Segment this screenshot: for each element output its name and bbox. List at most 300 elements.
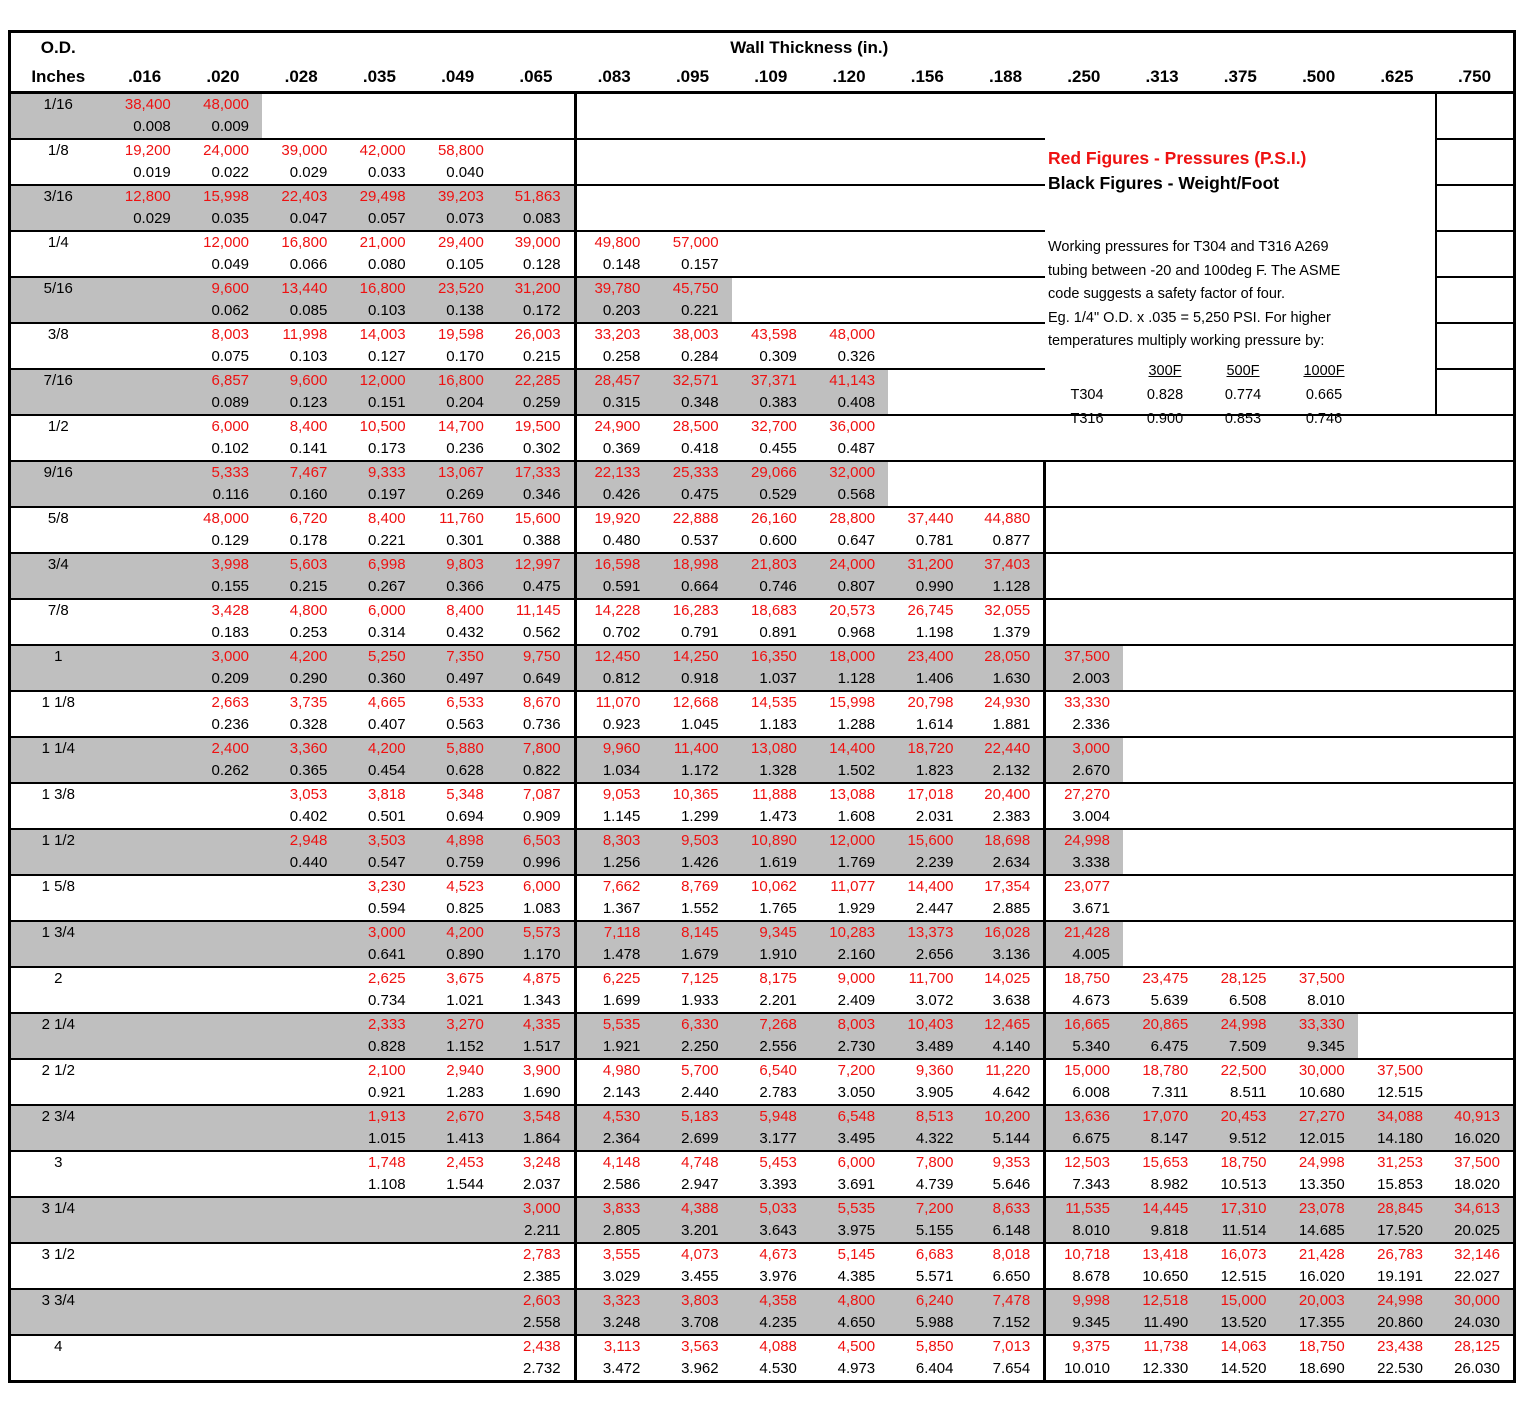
weight-cell bbox=[262, 990, 340, 1013]
weight-cell: 0.178 bbox=[289, 532, 328, 549]
weight-cell: 0.759 bbox=[419, 852, 497, 875]
weight-cell bbox=[1436, 392, 1514, 415]
weight-cell: 7.654 bbox=[992, 1360, 1031, 1377]
weight-cell: 0.183 bbox=[211, 624, 250, 641]
weight-cell bbox=[106, 760, 184, 783]
weight-cell bbox=[262, 1266, 340, 1289]
pressure-cell: 12,000 bbox=[810, 829, 888, 852]
pressure-cell bbox=[810, 93, 888, 117]
pressure-cell: 58,800 bbox=[419, 139, 497, 162]
pressure-cell: 37,440 bbox=[888, 507, 966, 530]
weight-cell: 2.670 bbox=[1045, 760, 1123, 783]
table-row-weights bbox=[10, 806, 1515, 829]
pressure-cell bbox=[653, 139, 731, 162]
weight-cell bbox=[184, 1220, 262, 1243]
weight-cell bbox=[340, 1266, 418, 1289]
weight-cell bbox=[888, 438, 966, 461]
pressure-cell: 3,833 bbox=[575, 1197, 653, 1220]
pressure-cell: 18,998 bbox=[653, 553, 731, 576]
weight-cell: 0.267 bbox=[340, 576, 418, 599]
weight-cell: 1.517 bbox=[497, 1036, 575, 1059]
pressure-cell: 17,333 bbox=[497, 461, 575, 484]
weight-cell: 1.328 bbox=[732, 760, 810, 783]
table-row-pressures bbox=[10, 691, 1515, 714]
factor-row bbox=[1048, 407, 1420, 431]
pressure-cell: 22,285 bbox=[497, 369, 575, 392]
weight-cell: 0.369 bbox=[575, 438, 653, 461]
pressure-cell bbox=[888, 461, 966, 484]
weight-cell: 1.145 bbox=[575, 806, 653, 829]
weight-cell: 2.385 bbox=[523, 1268, 561, 1285]
weight-cell bbox=[419, 1220, 497, 1243]
pressure-cell: 3,428 bbox=[184, 599, 262, 622]
weight-cell: 2.383 bbox=[992, 808, 1031, 825]
pressure-cell bbox=[262, 93, 340, 117]
factor-value: 0.828 bbox=[1146, 386, 1184, 403]
pressure-cell: 21,803 bbox=[732, 553, 810, 576]
pressure-cell bbox=[732, 93, 810, 117]
pressure-cell bbox=[340, 1335, 418, 1358]
pressure-cell bbox=[1279, 691, 1357, 714]
pressure-cell bbox=[1279, 875, 1357, 898]
weight-cell: 1.765 bbox=[759, 900, 797, 917]
weight-cell bbox=[184, 990, 262, 1013]
weight-cell: 0.049 bbox=[211, 256, 250, 273]
pressure-cell bbox=[1358, 967, 1436, 990]
pressure-cell: 37,500 bbox=[1279, 967, 1357, 990]
weight-cell: 0.221 bbox=[653, 300, 731, 323]
weight-cell: 0.408 bbox=[810, 392, 888, 415]
weight-cell bbox=[184, 1266, 262, 1289]
pressure-cell bbox=[966, 277, 1044, 300]
weight-cell bbox=[1358, 944, 1436, 967]
weight-cell bbox=[575, 162, 653, 185]
weight-cell bbox=[1123, 438, 1201, 461]
pressure-cell: 7,478 bbox=[966, 1289, 1044, 1312]
weight-cell: 1.921 bbox=[575, 1036, 653, 1059]
weight-cell: 8.678 bbox=[1045, 1266, 1123, 1289]
weight-cell bbox=[184, 1312, 262, 1335]
weight-cell bbox=[1045, 116, 1123, 139]
weight-cell: 4.385 bbox=[837, 1268, 876, 1285]
weight-cell: 12.515 bbox=[1377, 1084, 1424, 1101]
weight-cell bbox=[1045, 484, 1123, 507]
pressure-cell bbox=[262, 1059, 340, 1082]
weight-cell bbox=[1358, 576, 1436, 599]
weight-cell: 0.918 bbox=[653, 668, 731, 691]
pressure-cell: 2,670 bbox=[419, 1105, 497, 1128]
od-label-spacer bbox=[10, 1266, 106, 1289]
weight-cell: 0.284 bbox=[681, 348, 719, 365]
pressure-cell: 14,400 bbox=[810, 737, 888, 760]
pressure-cell: 17,070 bbox=[1123, 1105, 1201, 1128]
pressure-cell: 3,000 bbox=[184, 645, 262, 668]
wall-thickness-column-header: .035 bbox=[340, 62, 418, 93]
weight-cell: 5.571 bbox=[915, 1268, 954, 1285]
pressure-cell: 25,333 bbox=[653, 461, 731, 484]
weight-cell: 0.828 bbox=[340, 1036, 418, 1059]
pressure-cell: 3,323 bbox=[575, 1289, 653, 1312]
pressure-cell bbox=[1045, 553, 1123, 576]
weight-cell: 3.072 bbox=[915, 992, 954, 1009]
weight-cell bbox=[1201, 760, 1279, 783]
weight-cell bbox=[966, 208, 1044, 231]
pressure-cell: 5,250 bbox=[340, 645, 418, 668]
weight-cell: 0.301 bbox=[446, 532, 484, 549]
weight-cell bbox=[1279, 484, 1357, 507]
pressure-cell bbox=[1279, 599, 1357, 622]
pressure-cell bbox=[1123, 599, 1201, 622]
weight-cell: 6.404 bbox=[915, 1360, 954, 1377]
pressure-cell: 24,930 bbox=[966, 691, 1044, 714]
pressure-cell: 3,503 bbox=[340, 829, 418, 852]
wall-thickness-group-title: Wall Thickness (in.) bbox=[730, 38, 889, 57]
pressure-cell bbox=[106, 1197, 184, 1220]
weight-cell: 1.426 bbox=[653, 852, 731, 875]
weight-cell bbox=[732, 116, 810, 139]
weight-cell bbox=[184, 852, 262, 875]
weight-cell bbox=[1279, 898, 1357, 921]
factor-value: 0.853 bbox=[1224, 410, 1262, 427]
weight-cell: 20.860 bbox=[1358, 1312, 1436, 1335]
pressure-cell: 8,175 bbox=[732, 967, 810, 990]
weight-cell: 3.638 bbox=[992, 992, 1031, 1009]
weight-cell bbox=[1279, 760, 1357, 783]
pressure-cell: 4,530 bbox=[575, 1105, 653, 1128]
od-label-spacer bbox=[10, 116, 106, 139]
weight-cell bbox=[1358, 852, 1436, 875]
weight-cell: 6.008 bbox=[1045, 1082, 1123, 1105]
pressure-cell bbox=[106, 921, 184, 944]
weight-cell: 1.170 bbox=[497, 944, 575, 967]
pressure-cell: 5,535 bbox=[575, 1013, 653, 1036]
weight-cell: 0.365 bbox=[262, 760, 340, 783]
pressure-cell: 4,800 bbox=[262, 599, 340, 622]
factor-value: 0.774 bbox=[1224, 386, 1262, 403]
wall-thickness-column-header: .095 bbox=[653, 62, 731, 93]
pressure-cell: 2,438 bbox=[497, 1335, 575, 1358]
weight-cell: 0.040 bbox=[446, 164, 484, 181]
weight-cell bbox=[966, 300, 1044, 323]
weight-cell: 2.634 bbox=[966, 852, 1044, 875]
wall-thickness-columns-row bbox=[10, 62, 1515, 93]
weight-cell: 0.080 bbox=[368, 256, 406, 273]
od-label: 1 1/2 bbox=[10, 829, 106, 852]
pressure-cell: 23,475 bbox=[1123, 967, 1201, 990]
pressure-cell: 3,000 bbox=[1045, 737, 1123, 760]
weight-cell: 5.646 bbox=[992, 1176, 1031, 1193]
pressure-cell bbox=[1436, 783, 1514, 806]
weight-cell: 1.406 bbox=[888, 668, 966, 691]
pressure-cell: 22,403 bbox=[262, 185, 340, 208]
pressure-cell bbox=[1436, 507, 1514, 530]
weight-cell: 8.147 bbox=[1123, 1128, 1201, 1151]
od-label: 1 3/4 bbox=[10, 921, 106, 944]
pressure-cell: 5,183 bbox=[653, 1105, 731, 1128]
weight-cell bbox=[1045, 622, 1123, 645]
pressure-cell: 27,270 bbox=[1279, 1105, 1357, 1128]
weight-cell bbox=[106, 1266, 184, 1289]
pressure-cell: 16,800 bbox=[340, 277, 418, 300]
pressure-cell: 32,146 bbox=[1436, 1243, 1514, 1266]
pressure-cell: 28,500 bbox=[653, 415, 731, 438]
weight-cell: 2.440 bbox=[681, 1084, 719, 1101]
weight-cell: 3.455 bbox=[681, 1268, 719, 1285]
weight-cell bbox=[262, 1358, 340, 1382]
pressure-cell: 12,000 bbox=[340, 369, 418, 392]
weight-cell: 9.818 bbox=[1123, 1220, 1201, 1243]
pressure-cell: 38,400 bbox=[106, 93, 184, 117]
pressure-cell: 10,890 bbox=[732, 829, 810, 852]
weight-cell: 2.003 bbox=[1045, 668, 1123, 691]
wall-thickness-column-header: .049 bbox=[419, 62, 497, 93]
pressure-cell bbox=[1201, 461, 1279, 484]
weight-cell bbox=[1123, 576, 1201, 599]
pressure-cell bbox=[262, 1335, 340, 1358]
weight-cell: 1.608 bbox=[837, 808, 876, 825]
weight-cell bbox=[575, 116, 653, 139]
pressure-cell: 7,467 bbox=[262, 461, 340, 484]
pressure-cell bbox=[106, 231, 184, 254]
weight-cell: 0.022 bbox=[211, 164, 250, 181]
pressure-cell: 8,018 bbox=[966, 1243, 1044, 1266]
pressure-cell: 24,998 bbox=[1045, 829, 1123, 852]
weight-cell: 2.239 bbox=[888, 852, 966, 875]
pressure-cell: 41,143 bbox=[810, 369, 888, 392]
weight-cell bbox=[1436, 622, 1514, 645]
pressure-cell: 4,200 bbox=[419, 921, 497, 944]
weight-cell: 1.823 bbox=[888, 760, 966, 783]
weight-cell bbox=[1201, 852, 1279, 875]
pressure-cell: 14,228 bbox=[575, 599, 653, 622]
table-row-pressures bbox=[10, 1013, 1515, 1036]
pressure-cell: 9,960 bbox=[575, 737, 653, 760]
weight-cell bbox=[732, 300, 810, 323]
pressure-cell: 10,283 bbox=[810, 921, 888, 944]
od-label-spacer bbox=[10, 760, 106, 783]
weight-cell: 0.455 bbox=[759, 440, 797, 457]
pressure-cell: 12,668 bbox=[653, 691, 731, 714]
pressure-cell bbox=[184, 1289, 262, 1312]
pressure-cell: 28,125 bbox=[1436, 1335, 1514, 1358]
weight-cell bbox=[810, 300, 888, 323]
od-label-spacer bbox=[10, 484, 106, 507]
weight-cell: 2.031 bbox=[915, 808, 954, 825]
table-row-weights bbox=[10, 576, 1515, 599]
pressure-cell: 57,000 bbox=[653, 231, 731, 254]
od-label: 4 bbox=[10, 1335, 106, 1358]
pressure-cell: 13,080 bbox=[732, 737, 810, 760]
pressure-cell: 3,113 bbox=[575, 1335, 653, 1358]
weight-cell: 3.962 bbox=[681, 1360, 719, 1377]
pressure-cell: 6,540 bbox=[732, 1059, 810, 1082]
pressure-cell: 6,503 bbox=[497, 829, 575, 852]
pressure-cell: 8,400 bbox=[340, 507, 418, 530]
weight-cell bbox=[106, 346, 184, 369]
weight-cell: 0.029 bbox=[289, 164, 328, 181]
weight-cell: 3.393 bbox=[759, 1176, 797, 1193]
pressure-cell: 36,000 bbox=[810, 415, 888, 438]
weight-cell: 4.005 bbox=[1045, 944, 1123, 967]
pressure-cell: 3,563 bbox=[653, 1335, 731, 1358]
weight-cell: 2.885 bbox=[992, 900, 1031, 917]
od-label: 3/8 bbox=[10, 323, 106, 346]
pressure-cell: 6,240 bbox=[888, 1289, 966, 1312]
pressure-cell bbox=[262, 1197, 340, 1220]
weight-cell: 2.447 bbox=[915, 900, 954, 917]
pressure-cell bbox=[1201, 507, 1279, 530]
pressure-cell: 21,000 bbox=[340, 231, 418, 254]
pressure-cell: 4,200 bbox=[262, 645, 340, 668]
pressure-cell bbox=[1201, 921, 1279, 944]
factor-temp-header: 300F bbox=[1148, 362, 1182, 379]
weight-cell: 0.035 bbox=[184, 208, 262, 231]
pressure-cell: 5,948 bbox=[732, 1105, 810, 1128]
od-label: 2 3/4 bbox=[10, 1105, 106, 1128]
weight-cell bbox=[106, 1036, 184, 1059]
legend-note-line: Eg. 1/4" O.D. x .035 = 5,250 PSI. For higher bbox=[1048, 309, 1331, 326]
pressure-cell: 8,145 bbox=[653, 921, 731, 944]
od-label: 5/16 bbox=[10, 277, 106, 300]
legend-note-line: Working pressures for T304 and T316 A269 bbox=[1048, 239, 1329, 255]
weight-cell bbox=[106, 1174, 184, 1197]
pressure-cell bbox=[888, 93, 966, 117]
pressure-cell: 16,073 bbox=[1201, 1243, 1279, 1266]
weight-cell: 1.367 bbox=[575, 898, 653, 921]
pressure-cell bbox=[1123, 875, 1201, 898]
weight-cell bbox=[810, 208, 888, 231]
weight-cell bbox=[106, 898, 184, 921]
pressure-cell: 20,798 bbox=[888, 691, 966, 714]
weight-cell bbox=[419, 116, 497, 139]
weight-cell bbox=[106, 1220, 184, 1243]
table-row-weights bbox=[10, 898, 1515, 921]
pressure-cell bbox=[106, 1289, 184, 1312]
pressure-cell: 16,283 bbox=[653, 599, 731, 622]
weight-cell: 0.258 bbox=[575, 346, 653, 369]
pressure-cell: 4,665 bbox=[340, 691, 418, 714]
weight-cell: 0.204 bbox=[419, 392, 497, 415]
weight-cell: 13.350 bbox=[1298, 1176, 1345, 1193]
pressure-cell bbox=[262, 921, 340, 944]
pressure-cell: 39,000 bbox=[497, 231, 575, 254]
od-label: 3 1/2 bbox=[10, 1243, 106, 1266]
weight-cell: 0.807 bbox=[810, 576, 888, 599]
weight-cell: 0.432 bbox=[446, 624, 484, 641]
weight-cell: 2.586 bbox=[575, 1174, 653, 1197]
weight-cell: 0.008 bbox=[106, 116, 184, 139]
pressure-cell: 7,662 bbox=[575, 875, 653, 898]
pressure-cell: 6,857 bbox=[184, 369, 262, 392]
pressure-cell: 14,445 bbox=[1123, 1197, 1201, 1220]
pressure-cell bbox=[888, 415, 966, 438]
pressure-cell bbox=[106, 461, 184, 484]
pressure-cell: 2,625 bbox=[340, 967, 418, 990]
table-row-weights bbox=[10, 1082, 1515, 1105]
pressure-cell: 4,148 bbox=[575, 1151, 653, 1174]
pressure-cell: 49,800 bbox=[575, 231, 653, 254]
weight-cell: 2.037 bbox=[523, 1176, 561, 1193]
weight-cell: 2.201 bbox=[759, 992, 797, 1009]
pressure-cell: 5,700 bbox=[653, 1059, 731, 1082]
factor-value: 0.746 bbox=[1305, 410, 1343, 427]
weight-cell bbox=[1436, 806, 1514, 829]
weight-cell bbox=[262, 1128, 340, 1151]
weight-cell bbox=[732, 208, 810, 231]
pressure-cell: 9,333 bbox=[340, 461, 418, 484]
od-label-spacer bbox=[10, 806, 106, 829]
weight-cell bbox=[1436, 300, 1514, 323]
pressure-cell: 4,073 bbox=[653, 1243, 731, 1266]
pressure-cell: 30,000 bbox=[1279, 1059, 1357, 1082]
pressure-cell bbox=[184, 829, 262, 852]
pressure-cell: 5,535 bbox=[810, 1197, 888, 1220]
pressure-cell bbox=[1279, 553, 1357, 576]
weight-cell bbox=[966, 484, 1044, 507]
pressure-cell: 9,353 bbox=[966, 1151, 1044, 1174]
table-row-weights bbox=[10, 1312, 1515, 1335]
pressure-cell: 28,125 bbox=[1201, 967, 1279, 990]
weight-cell: 3.975 bbox=[810, 1220, 888, 1243]
weight-cell bbox=[419, 1358, 497, 1382]
pressure-cell bbox=[1358, 461, 1436, 484]
weight-cell: 0.262 bbox=[184, 760, 262, 783]
weight-cell: 3.976 bbox=[759, 1268, 797, 1285]
weight-cell bbox=[106, 254, 184, 277]
pressure-cell bbox=[966, 139, 1044, 162]
weight-cell bbox=[1358, 760, 1436, 783]
pressure-cell bbox=[184, 1335, 262, 1358]
od-label-spacer bbox=[10, 254, 106, 277]
pressure-cell: 17,018 bbox=[888, 783, 966, 806]
table-row-weights bbox=[10, 1128, 1515, 1151]
table-row-pressures bbox=[10, 921, 1515, 944]
weight-cell bbox=[888, 162, 966, 185]
od-label-spacer bbox=[10, 852, 106, 875]
pressure-cell: 7,013 bbox=[966, 1335, 1044, 1358]
weight-cell: 0.641 bbox=[340, 944, 418, 967]
od-label: 3/16 bbox=[10, 185, 106, 208]
weight-cell bbox=[184, 1358, 262, 1382]
weight-cell: 0.116 bbox=[184, 484, 262, 507]
weight-cell: 17.520 bbox=[1358, 1220, 1436, 1243]
pressure-cell: 5,145 bbox=[810, 1243, 888, 1266]
pressure-cell bbox=[106, 1243, 184, 1266]
pressure-cell: 39,000 bbox=[262, 139, 340, 162]
table-row-pressures bbox=[10, 461, 1515, 484]
weight-cell: 3.177 bbox=[732, 1128, 810, 1151]
pressure-cell bbox=[1358, 553, 1436, 576]
pressure-cell: 7,200 bbox=[888, 1197, 966, 1220]
weight-cell: 0.172 bbox=[497, 300, 575, 323]
pressure-cell bbox=[1123, 737, 1201, 760]
weight-cell: 0.236 bbox=[211, 716, 250, 733]
weight-cell: 1.015 bbox=[340, 1128, 418, 1151]
weight-cell bbox=[419, 1266, 497, 1289]
weight-cell: 2.730 bbox=[810, 1036, 888, 1059]
weight-cell: 0.547 bbox=[340, 852, 418, 875]
weight-cell: 0.694 bbox=[446, 808, 484, 825]
pressure-cell: 6,720 bbox=[262, 507, 340, 530]
weight-cell bbox=[966, 116, 1044, 139]
pressure-cell bbox=[1358, 829, 1436, 852]
weight-cell: 0.138 bbox=[419, 300, 497, 323]
pressure-cell: 5,453 bbox=[732, 1151, 810, 1174]
pressure-cell: 6,000 bbox=[810, 1151, 888, 1174]
pressure-cell bbox=[1279, 645, 1357, 668]
weight-cell: 0.128 bbox=[523, 256, 561, 273]
pressure-cell: 22,500 bbox=[1201, 1059, 1279, 1082]
